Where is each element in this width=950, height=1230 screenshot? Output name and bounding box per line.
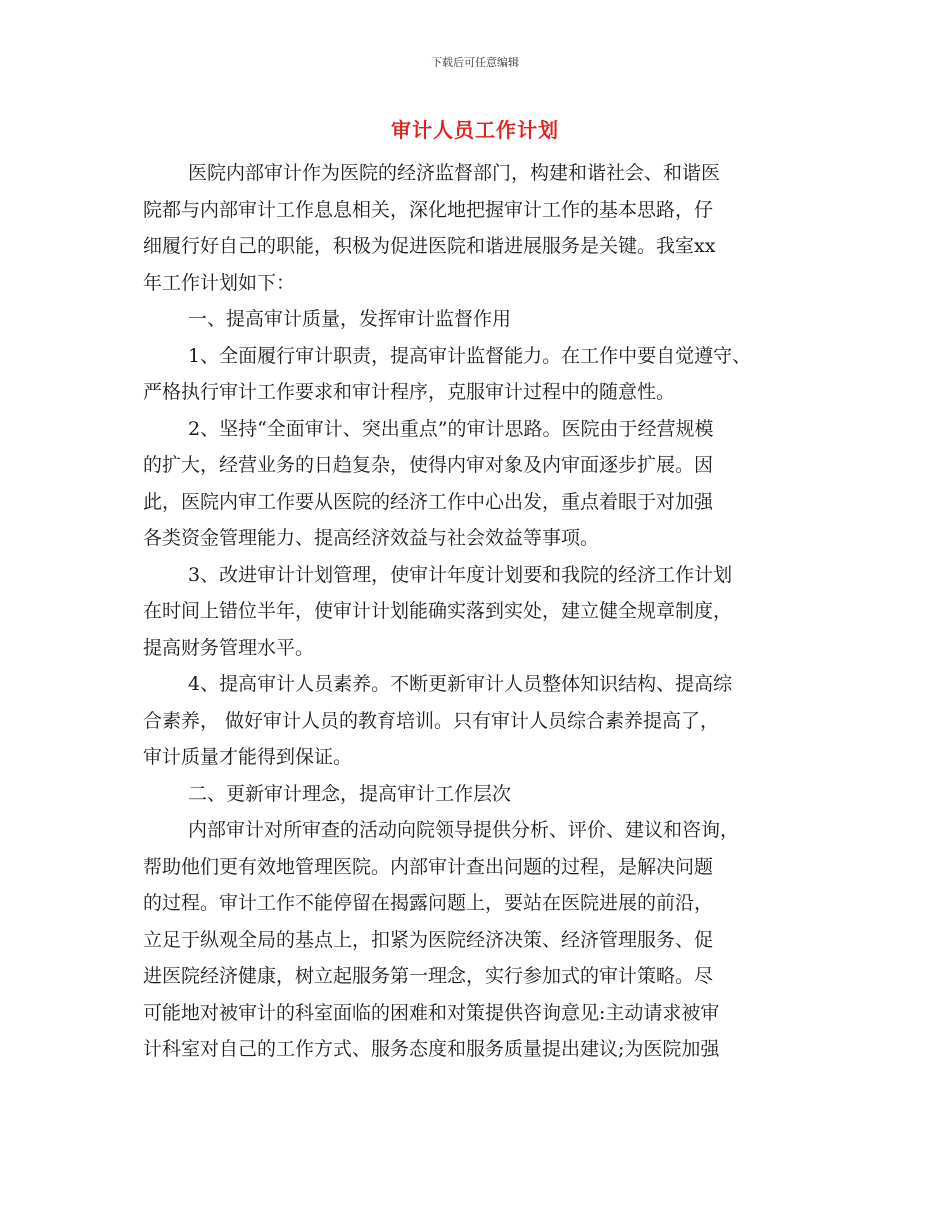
paragraph-line: 立足于纵观全局的基点上，扣紧为医院经济决策、经济管理服务、促 [143, 928, 714, 951]
paragraph-line: 提高财务管理水平。 [143, 636, 315, 659]
paragraph-line: 4、提高审计人员素养。不断更新审计人员整体知识结构、提高综 [188, 673, 733, 695]
paragraph-line: 院都与内部审计工作息息相关，深化地把握审计工作的基本思路，仔 [143, 198, 714, 221]
paragraph-line: 二、更新审计理念，提高审计工作层次 [188, 782, 512, 805]
paragraph-line: 内部审计对所审查的活动向院领导提供分析、评价、建议和咨询， [188, 819, 740, 841]
paragraph-line: 合素养， 做好审计人员的教育培训。只有审计人员综合素养提高了， [143, 709, 720, 732]
paragraph-line: 一、提高审计质量，发挥审计监督作用 [188, 308, 512, 330]
paragraph-line: 医院内部审计作为医院的经济监督部门，构建和谐社会、和谐医 [188, 162, 721, 184]
paragraph-line: 帮助他们更有效地管理医院。内部审计查出问题的过程，是解决问题 [143, 855, 714, 878]
paragraph-line: 细履行好自己的职能，积极为促进医院和谐进展服务是关键。我室xx [143, 235, 716, 257]
paragraph-line: 严格执行审计工作要求和审计程序，克服审计过程中的随意性。 [143, 381, 676, 403]
document-title: 审计人员工作计划 [391, 118, 559, 142]
paragraph-line: 审计质量才能得到保证。 [143, 746, 353, 768]
header-note: 下载后可任意编辑 [431, 56, 519, 69]
paragraph-line: 在时间上错位半年，使审计计划能确实落到实处，建立健全规章制度， [143, 600, 733, 622]
paragraph-line: 年工作计划如下： [143, 271, 296, 294]
paragraph-line: 此，医院内审工作要从医院的经济工作中心出发，重点着眼于对加强 [143, 490, 714, 513]
paragraph-line: 的过程。审计工作不能停留在揭露问题上，要站在医院进展的前沿， [143, 892, 714, 914]
paragraph-line: 3、改进审计计划管理，使审计年度计划要和我院的经济工作计划 [188, 563, 733, 586]
paragraph-line: 可能地对被审计的科室面临的困难和对策提供咨询意见:主动请求被审 [143, 1001, 720, 1024]
paragraph-line: 进医院经济健康，树立起服务第一理念，实行参加式的审计策略。尽 [143, 965, 714, 987]
paragraph-line: 1、全面履行审计职责，提高审计监督能力。在工作中要自觉遵守、 [188, 344, 752, 367]
paragraph-line: 的扩大，经营业务的日趋复杂，使得内审对象及内审面逐步扩展。因 [143, 454, 714, 476]
paragraph-line: 计科室对自己的工作方式、服务态度和服务质量提出建议;为医院加强 [143, 1038, 720, 1060]
paragraph-line: 2、坚持“全面审计、突出重点”的审计思路。医院由于经营规模 [188, 417, 714, 440]
document-body [143, 155, 808, 1068]
paragraph-line: 各类资金管理能力、提高经济效益与社会效益等事项。 [143, 527, 600, 549]
